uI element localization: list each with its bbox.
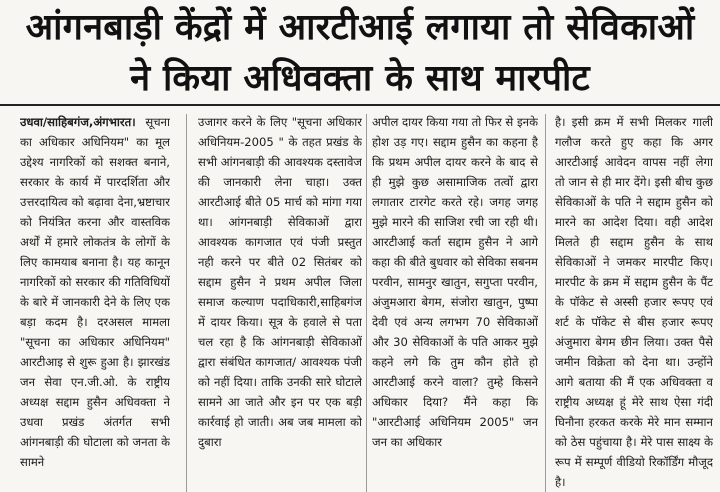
article-column-4 xyxy=(555,112,713,492)
column-rule xyxy=(545,114,546,492)
article-column-3-text: अपील दायर किया गया तो फिर से इनके होश उड़ गए। सद्दाम हुसैन का कहना है कि प्रथम अपील दायर करने के बाद से ही मुझे कुछ असामाजिक तत्वों द्वारा लगातार टारगेट करते रहे। जगह जगह मुझे मारने की साजिश रची जा रही थी। आरटीआई कर्ता सद्दाम हुसैन ने आगे कहा की बीते बुधवार को सेविका सबनम परवीन, सामनुर खातुन, सगुप्ता परवीन, अंजुमआरा बेगम, संजोरा खातुन, पुष्पा देवी एवं अन्य लगभग 70 सेविकाओं और 30 सेविकाओं के पति आकर मुझे कहने लगे कि तुम कौन होते हो आरटीआई करने वाला? तुम्हे किसने अधिकार दिया? मैंने कहा कि "आरटीआई अधिनियम 2005" जन जन का अधिकार xyxy=(372,115,538,449)
article-column-4-text: है। इसी क्रम में सभी मिलकर गाली गलौज करते हुए कहा कि अगर आरटीआई आवेदन वापस नहीं लेगा तो जान से ही मार देंगे। इसी बीच कुछ सेविकाओं के पति ने सद्दाम हुसैन को मारने का आदेश दिया। वही आदेश मिलते ही सद्दाम हुसैन के साथ सेविकाओं ने जमकर मारपीट किए। मारपीट के क्रम में सद्दाम हुसैन के पैंट के पॉकेट से अस्सी हजार रूपए एवं शर्ट के पॉकेट से बीस हजार रूपए अंजुमारा बेगम छीन लिया। उक्त पैसे जमीन विक्रेता को देना था। उन्होंने आगे बताया की मैं एक अधिवक्ता व राष्ट्रीय अध्यक्ष हूं मेरे साथ ऐसा गंदी घिनौना हरकत करके मेरे मान सम्मान को ठेस पहुंचाया है। मेरे पास साक्ष्य के रूप में सम्पूर्ण वीडियो रिकॉर्डिंग मौजूद है। xyxy=(555,115,713,489)
article-dateline: उधवा/साहिबगंज,अंगभारत। xyxy=(20,115,136,129)
article-column-1 xyxy=(20,112,170,492)
article-column-1-text: सूचना का अधिकार अधिनियम" का मूल उद्देश्य नागरिकों को सशक्त बनाने, सरकार के कार्य में पारदर्शिता और उत्तरदायित्व को बढ़ावा देना,भ्रष्टाचार को नियंत्रित करना और वास्तविक अर्थों में हमारे लोकतंत्र के लोगों के लिए कामयाब बनाना है। यह कानून नागरिकों को सरकार की गतिविधियों के बारे में जानकारी देने के लिए एक बड़ा कदम है। दरअसल मामला "सूचना का अधिकार अधिनियम" आरटीआइ से शुरू हुआ है। झारखंड जन सेवा एन.जी.ओ. के राष्ट्रीय अध्यक्ष सद्दाम हुसैन अधिवक्ता ने उधवा प्रखंड अंतर्गत सभी आंगनबाड़ी की घोटाला को जनता के सामने xyxy=(20,115,170,469)
column-rule xyxy=(366,114,367,492)
article-column-3 xyxy=(372,112,538,492)
article-column-2 xyxy=(198,112,362,492)
article-column-2-text: उजागर करने के लिए "सूचना अधिकार अधिनियम-2005 " के तहत प्रखंड के सभी आंगनबाड़ी की आवश्यक दस्तावेज की जानकारी लेना चाहा। उक्त आरटीआई बीते 05 मार्च को मांगा गया था। आंगनबाड़ी सेविकाओं द्वारा आवश्यक कागजात एवं पंजी प्रस्तुत नही करने पर बीते 02 सितंबर को सद्दाम हुसैन ने प्रथम अपील जिला समाज कल्याण पदाधिकारी,साहिबगंज में दायर किया। सूत्र के हवाले से पता चल रहा है कि आंगनबाड़ी सेविकाओं द्वारा संबंधित कागजात/ आवश्यक पंजी को नहीं दिया। ताकि उनकी सारे घोटाले सामने आ जाते और इन पर एक बड़ी कार्रवाई हो जाती। अब जब मामला को दुबारा xyxy=(198,115,362,449)
headline-line-1: आंगनबाड़ी केंद्रों में आरटीआई लगाया तो सेविकाओं xyxy=(25,7,695,48)
headline-line-2: ने किया अधिवक्ता के साथ मारपीट xyxy=(130,58,590,99)
headline-divider xyxy=(0,104,720,106)
column-rule xyxy=(186,114,187,492)
